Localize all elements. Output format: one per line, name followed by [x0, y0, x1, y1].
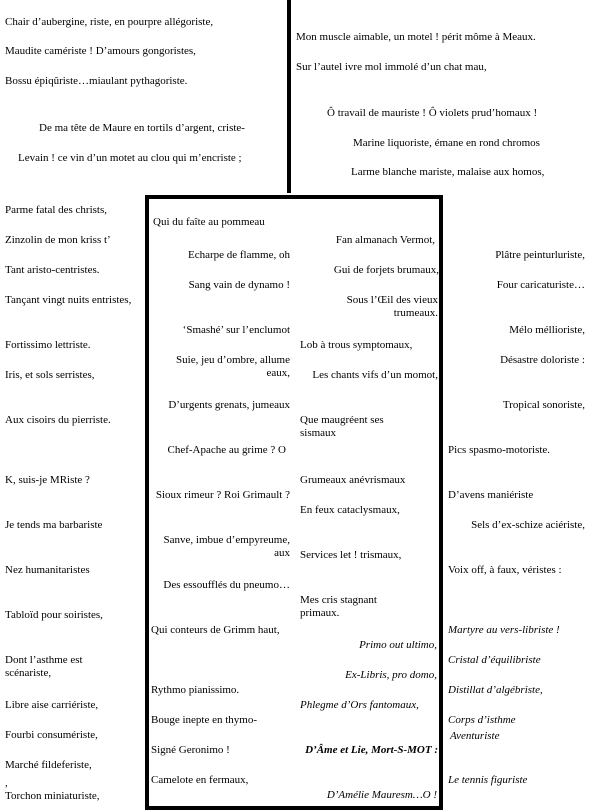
- box-right-line-6: Que maugréent ses sismaux: [300, 414, 384, 439]
- box-left-line-10: Des essoufflés du pneumo…: [163, 579, 290, 591]
- top-divider-line: [287, 0, 291, 193]
- col1-line-9: Je tends ma barbariste: [5, 519, 103, 531]
- top-right-line-5: Larme blanche mariste, malaise aux homos,: [351, 166, 545, 178]
- col3-line-4: Désastre doloriste :: [500, 354, 585, 366]
- top-right-line-2: Sur l’autel ivre mol immolé d’un chat mau,: [296, 61, 487, 73]
- box-left-line-12: Rythmo pianissimo.: [151, 684, 240, 696]
- col3-line-1: Plâtre peinturluriste,: [495, 249, 585, 261]
- box-left-line-7: Chef-Apache au grime ? O: [167, 444, 286, 456]
- top-right-line-3: Ô travail de mauriste ! Ô violets prud’homaux !: [327, 107, 538, 119]
- top-left-line-4: De ma tête de Maure en tortils d’argent, criste-: [39, 122, 245, 134]
- col1-line-4: Tançant vingt nuits entristes,: [5, 294, 132, 306]
- box-right-line-13: Phlegme d’Ors fantomaux,: [300, 699, 419, 711]
- box-left-line-1: Qui du faîte au pommeau: [153, 216, 265, 228]
- box-right-line-12: Ex-Libris, pro domo,: [345, 669, 437, 681]
- box-left-line-9: Sanve, imbue d’empyreume, aux: [163, 534, 290, 559]
- col3-line-13: Corps d’isthme: [448, 714, 516, 726]
- box-right-line-10: Mes cris stagnant primaux.: [300, 594, 377, 619]
- box-left-line-11: Qui conteurs de Grimm haut,: [151, 624, 280, 636]
- box-right-line-1: Fan almanach Vermot,: [335, 234, 435, 246]
- col3-line-12: Distillat d’algébriste,: [448, 684, 543, 696]
- box-left-line-14: Signé Geronimo !: [151, 744, 230, 756]
- box-right-line-8: En feux cataclysmaux,: [300, 504, 400, 516]
- box-left-line-3: Sang vain de dynamo !: [188, 279, 290, 291]
- col1-line-6: Iris, et sols serristes,: [5, 369, 95, 381]
- top-right-line-1: Mon muscle aimable, un motel ! périt môme à Meaux.: [296, 31, 536, 43]
- col1-line-3: Tant aristo-centristes.: [5, 264, 100, 276]
- col3-line-2: Four caricaturiste…: [496, 279, 585, 291]
- col1-line-8: K, suis-je MRiste ?: [5, 474, 90, 486]
- top-left-line-3: Bossu épiqûriste…miaulant pythagoriste.: [5, 75, 188, 87]
- col3-line-15: Le tennis figuriste: [448, 774, 528, 786]
- col3-line-9: Voix off, à faux, véristes :: [448, 564, 562, 576]
- top-right-line-4: Marine liquoriste, émane en rond chromos: [353, 137, 540, 149]
- box-left-line-4: ‘Smashé’ sur l’enclumot: [182, 324, 290, 336]
- col1-line-15: Marché fildeferiste,: [5, 759, 92, 771]
- box-right-line-11: Primo out ultimo,: [359, 639, 437, 651]
- box-left-line-13: Bouge inepte en thymo-: [151, 714, 258, 726]
- box-right-line-5: Les chants vifs d’un momot,: [312, 369, 438, 381]
- box-right-line-9: Services let ! trismaux,: [300, 549, 402, 561]
- col3-line-6: Pics spasmo-motoriste.: [448, 444, 551, 456]
- col3-line-3: Mélo méllioriste,: [509, 324, 585, 336]
- col1-line-16: ,: [5, 777, 8, 789]
- col3-line-11: Cristal d’équilibriste: [448, 654, 541, 666]
- box-left-line-2: Echarpe de flamme, oh: [187, 249, 290, 261]
- top-left-line-1: Chair d’aubergine, riste, en pourpre allégoriste,: [5, 16, 214, 28]
- col1-line-2: Zinzolin de mon kriss t’: [5, 234, 111, 246]
- col3-line-10: Martyre au vers-libriste !: [448, 624, 560, 636]
- col1-line-13: Libre aise carriériste,: [5, 699, 99, 711]
- box-left-line-8: Sioux rimeur ? Roi Grimault ?: [155, 489, 290, 501]
- top-left-line-2: Maudite caméristе ! D’amours gongoristes,: [5, 45, 196, 57]
- box-left-line-6: D’urgents grenats, jumeaux: [168, 399, 290, 411]
- col3-line-14: Aventuriste: [450, 730, 500, 742]
- box-right-line-15: D’Amélie Mauresm…O !: [326, 789, 437, 801]
- box-left-line-5: Suie, jeu d’ombre, allume eaux,: [176, 354, 290, 379]
- box-left-line-15: Camelote en fermaux,: [151, 774, 249, 786]
- box-right-line-2: Gui de forjets brumaux,: [333, 264, 439, 276]
- col1-line-12: Dont l’asthme est scénariste,: [5, 654, 83, 679]
- col1-line-10: Nez humanitaristes: [5, 564, 90, 576]
- col1-line-1: Parme fatal des christs,: [5, 204, 108, 216]
- col3-line-7: D’avens maniériste: [448, 489, 534, 501]
- top-left-line-5: Levain ! ce vin d’un motet au clou qui m’encriste ;: [18, 152, 242, 164]
- box-right-line-4: Lob à trous symptomaux,: [300, 339, 413, 351]
- col1-line-5: Fortissimo lettriste.: [5, 339, 91, 351]
- box-right-line-3: Sous l’Œil des vieux trumeaux.: [346, 294, 438, 319]
- col3-line-8: Sels d’ex-schize aciériste,: [471, 519, 585, 531]
- col1-line-14: Fourbi consumériste,: [5, 729, 98, 741]
- col1-line-11: Tabloïd pour soiristes,: [5, 609, 103, 621]
- box-right-line-14: D’Âme et Lie, Mort-S-MOT :: [305, 744, 438, 756]
- col3-line-5: Tropical sonoriste,: [502, 399, 585, 411]
- col1-line-7: Aux cisoirs du pierriste.: [5, 414, 111, 426]
- box-right-line-7: Grumeaux anévrismaux: [300, 474, 406, 486]
- col1-line-17: Torchon miniaturiste,: [5, 790, 100, 802]
